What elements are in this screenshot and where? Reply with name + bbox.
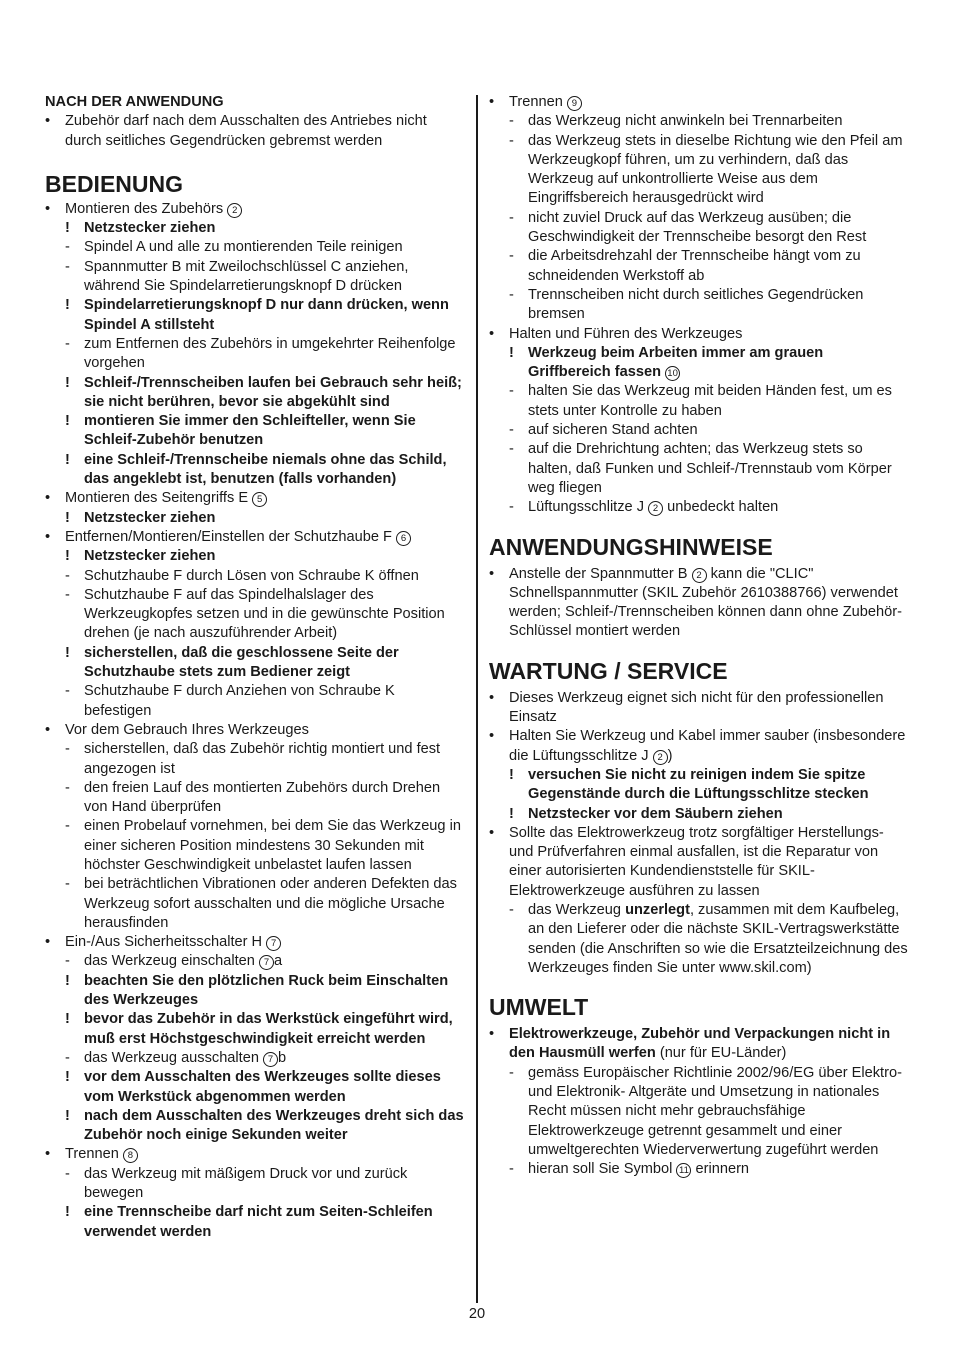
bullet-marker: • [489,728,495,745]
dash-marker: - [509,248,514,265]
sub-list-item [489,901,909,978]
bullet-marker: • [489,689,495,706]
warning-marker: ! [65,1069,70,1086]
item-text-content: versuchen Sie nicht zu reinigen indem Sie spitze Gegenstände durch die Lüftungsschlitze stecken [528,766,869,803]
sub-list-item [489,209,909,248]
column-divider [476,95,478,1303]
list-item [45,933,465,952]
item-text [65,490,267,506]
dash-marker: - [509,209,514,226]
sub-list-item [45,779,465,818]
item-text-suffix: kann die "CLIC" Schnellspannmutter (SKIL Zubehör 2610388766) verwendet werden; Schleif-/Trennscheiben können dann ohne Zubehör-Schlüssel montiert werden [509,565,902,640]
item-text-content: auf die Drehrichtung achten; das Werkzeug stets so halten, daß Funken und Schleif-/Trennstaub vom Körper weg fliegen [528,441,892,496]
item-text-content: Schutzhaube F durch Lösen von Schraube K öffnen [84,567,419,584]
item-text [509,94,582,110]
sub-list-item [45,817,465,875]
warning-item [45,1068,465,1107]
warning-item [45,972,465,1011]
figure-reference-number: 2 [653,750,668,765]
item-text-content: Netzstecker ziehen [84,220,216,237]
item-text-content: vor dem Ausschalten des Werkzeuges sollte dieses vom Werkstück abgenommen werden [84,1069,441,1105]
dash-marker: - [509,286,514,303]
item-text-content: die Arbeitsdrehzahl der Trennscheibe hängt vom zu schneidenden Werkstoff ab [528,248,861,284]
sub-list-item [45,952,465,971]
item-text-content: Spindel A und alle zu montierenden Teile reinigen [84,239,403,256]
sub-list-item [45,567,465,586]
item-text [84,587,445,642]
item-text-content: Schutzhaube F auf das Spindelhalslager des Werkzeugkopfes setzen und in die gewünschte Position drehen (je nach auszuführender Arbeit) [84,586,445,642]
item-text-content: beachten Sie den plötzlichen Ruck beim Einschalten des Werkzeuges [84,972,449,1009]
figure-reference-number: 11 [676,1163,691,1178]
figure-reference-number: 5 [252,492,267,507]
list-item [45,528,465,547]
sub-list-item [45,1049,465,1068]
item-text-content: eine Trennscheibe darf nicht zum Seiten-Schleifen verwendet werden [84,1204,433,1240]
item-text [509,326,742,342]
dash-marker: - [509,1064,514,1081]
list-item [489,93,909,112]
list-item [45,200,465,219]
sub-list-item [489,112,909,131]
dash-marker: - [509,132,514,149]
sub-list-item [489,1160,909,1179]
item-text [84,780,440,815]
warning-item [45,296,465,335]
dash-marker: - [65,239,70,256]
item-text [528,1065,902,1158]
sub-list-item [489,440,909,498]
sub-list-item [489,498,909,517]
item-text-content: den freien Lauf des montierten Zubehörs durch Drehen von Hand überprüfen [84,779,441,816]
item-text [528,133,903,207]
item-text [528,248,861,283]
warning-item [45,509,465,528]
item-text-content: Netzstecker ziehen [84,548,216,565]
item-text-content: Entfernen/Montieren/Einstellen der Schutzhaube F [65,528,392,545]
dash-marker: - [509,422,514,439]
item-text [509,566,902,640]
list-item [489,565,909,642]
item-text-suffix: b [278,1049,287,1066]
item-text [84,645,399,680]
item-text-content: Sollte das Elektrowerkzeug trotz sorgfältiger Herstellungs- und Prüfverfahren einmal ausfallen, ist die Reparatur von einer autorisierten Kundendienststelle für SKIL-Elektrowerkzeuge ausführen zu lassen [509,824,884,899]
dash-marker: - [65,953,70,970]
warning-marker: ! [509,344,514,361]
item-text [65,529,411,545]
item-text [84,1050,286,1066]
warning-item [45,547,465,566]
item-text [65,201,242,217]
item-text-content: Halten und Führen des Werkzeuges [509,325,743,342]
item-text [84,973,448,1008]
item-text [84,741,440,776]
item-text-content: eine Schleif-/Trennscheibe niemals ohne das Schild, das angeklebt ist, benutzen (falls vorhanden) [84,451,447,488]
warning-item [489,805,909,824]
item-text-content: zum Entfernen des Zubehörs in umgekehrter Reihenfolge vorgehen [84,335,456,372]
item-text-content: das Werkzeug stets in dieselbe Richtung wie den Pfeil am Werkzeugkopf führen, um zu verhindern, daß das Werkzeug auf unkontrollierte Weise aus dem Eingriffsbereich herausgedrückt wird [528,132,903,207]
dash-marker: - [509,1161,514,1178]
item-text [84,548,215,564]
bedienung-list [45,200,465,1242]
item-text-content: Trennscheiben nicht durch seitliches Gegendrücken bremsen [528,286,864,323]
dash-marker: - [65,335,70,352]
item-text [528,422,698,438]
warning-item [489,766,909,805]
wartung-list [489,689,909,978]
figure-reference-number: 2 [227,203,242,218]
item-text [528,499,778,515]
item-text [528,441,892,496]
figure-reference-number: 7 [266,936,281,951]
figure-reference-number: 6 [396,531,411,546]
list-item [489,325,909,344]
item-text [84,818,461,873]
item-text-content: Dieses Werkzeug eignet sich nicht für den professionellen Einsatz [509,689,884,726]
item-text [528,1161,749,1177]
warning-item [489,344,909,383]
umwelt-heading: UMWELT [489,994,589,1021]
figure-reference-number: 7 [259,955,274,970]
item-text-content: Anstelle der Spannmutter B [509,565,688,582]
item-text [509,1026,890,1061]
item-text-content: sicherstellen, daß die geschlossene Seite der Schutzhaube stets zum Bediener zeigt [84,644,399,681]
item-text-content: nicht zuviel Druck auf das Werkzeug ausüben; die Geschwindigkeit der Trennscheibe besorgt den Rest [528,209,867,246]
list-item [489,1025,909,1064]
item-text-content: das Werkzeug nicht anwinkeln bei Trennarbeiten [528,113,843,130]
dash-marker: - [65,683,70,700]
item-text [528,113,843,129]
item-text-content: Trennen [65,1146,119,1163]
dash-marker: - [65,258,70,275]
list-item [45,489,465,508]
item-text [84,375,462,410]
dash-marker: - [65,741,70,758]
bullet-marker: • [489,824,495,841]
bullet-marker: • [45,934,51,951]
item-text-content: bevor das Zubehör in das Werkstück eingeführt wird, muß erst Höchstgeschwindigkeit erreicht werden [84,1011,453,1047]
item-text-suffix: unbedeckt halten [663,499,779,516]
dash-marker: - [65,567,70,584]
item-text-content: auf sicheren Stand achten [528,422,698,439]
item-text-content: Schleif-/Trennscheiben laufen bei Gebrauch sehr heiß; sie nicht berühren, bevor sie abgekühlt sind [84,374,462,410]
item-text-content: bei beträchtlichen Vibrationen oder anderen Defekten das Werkzeug sofort ausschalten und die mögliche Ursache herausfinden [84,876,457,931]
item-text [528,287,863,322]
item-text [65,1146,138,1162]
item-text-content: montieren Sie immer den Schleifteller, wenn Sie Schleif-Zubehör benutzen [84,413,416,449]
item-text-content: Halten Sie Werkzeug und Kabel immer sauber (insbesondere die Lüftungsschlitze J [509,728,906,764]
dash-marker: - [65,818,70,835]
warning-marker: ! [509,805,514,822]
item-text-content: Spindelarretierungsknopf D nur dann drücken, wenn Spindel A stillsteht [84,297,449,333]
item-text [84,876,457,931]
item-text [528,210,866,245]
sub-list-item [489,132,909,209]
warning-marker: ! [65,972,70,989]
dash-marker: - [65,876,70,893]
list-item [45,1145,465,1164]
list-item [489,727,909,766]
bullet-marker: • [489,565,495,582]
warning-item [45,451,465,490]
sub-list-item [489,286,909,325]
item-text [84,1166,407,1201]
item-text-content: nach dem Ausschalten des Werkzeuges dreht sich das Zubehör noch einige Sekunden weiter [84,1107,464,1144]
warning-item [45,374,465,413]
item-text-content: Trennen [509,94,563,110]
item-text-content: sicherstellen, daß das Zubehör richtig montiert und fest angezogen ist [84,741,441,777]
item-text [528,806,783,822]
wartung-service-heading: WARTUNG / SERVICE [489,657,728,684]
item-text-content: Werkzeug beim Arbeiten immer am grauen Griffbereich fassen [528,344,824,381]
sub-list-item [45,258,465,297]
item-text-bold: Elektrowerkzeuge, Zubehör und Verpackungen nicht in den Hausmüll werfen [509,1026,891,1062]
warning-item [45,219,465,238]
warning-marker: ! [65,644,70,661]
warning-marker: ! [65,220,70,237]
item-text-suffix: a [273,953,283,970]
figure-reference-number: 2 [692,568,707,583]
item-text [84,1069,441,1104]
dash-marker: - [65,1049,70,1066]
item-text-content: Vor dem Gebrauch Ihres Werkzeuges [65,721,309,738]
item-text-content: Netzstecker ziehen [84,509,216,526]
bullet-marker: • [45,1146,51,1163]
item-text [528,383,892,418]
warning-marker: ! [65,451,70,468]
list-item [489,689,909,728]
dash-marker: - [65,779,70,796]
item-text-content: Netzstecker vor dem Säubern ziehen [528,805,783,822]
trennen-list [489,93,909,518]
bullet-marker: • [489,94,495,110]
list-item [45,112,465,151]
item-text [509,728,905,763]
sub-list-item [489,421,909,440]
item-text [84,568,419,584]
bullet-marker: • [489,325,495,342]
anwendungshinweise-list [489,565,909,642]
left-column [45,93,465,1242]
warning-item [45,1203,465,1242]
item-text-content: das Werkzeug einschalten [84,953,255,970]
bullet-marker: • [45,490,51,507]
warning-marker: ! [65,548,70,565]
item-text [84,259,408,294]
item-text-content: gemäss Europäischer Richtlinie 2002/96/EG über Elektro- und Elektronik- Altgeräte und Umsetzung in nationales Recht müssen nicht mehr gebrauchsfähige Elektrowerkzeuge getrennt gesammelt und einer umweltgerechten Wiederverwertung zugeführt werden [528,1064,902,1158]
bullet-marker: • [45,721,51,738]
bullet-marker: • [489,1026,495,1043]
sub-list-item [45,335,465,374]
page-number: 20 [468,1306,486,1322]
item-text-content: Lüftungsschlitze J [528,499,645,516]
warning-marker: ! [65,297,70,314]
item-text [84,510,215,526]
dash-marker: - [65,1165,70,1182]
item-text [84,683,395,718]
warning-marker: ! [509,766,514,783]
item-text [84,220,215,236]
dash-marker: - [509,499,514,516]
item-text [84,413,416,448]
figure-reference-number: 9 [567,96,582,111]
warning-marker: ! [65,509,70,526]
umwelt-list [489,1025,909,1179]
item-text-content: das Werkzeug ausschalten [84,1049,259,1066]
warning-item [45,644,465,683]
item-text [84,336,456,371]
warning-item [45,412,465,451]
item-text [84,452,447,487]
sub-list-item [489,1064,909,1160]
item-text [65,934,281,950]
anwendungshinweise-heading: ANWENDUNGSHINWEISE [489,533,773,560]
warning-marker: ! [65,1204,70,1221]
item-text [528,345,823,380]
right-column [489,93,909,1180]
item-text [84,953,282,969]
figure-reference-number: 2 [648,501,663,516]
item-text-content: das Werkzeug [528,901,626,918]
bullet-marker: • [45,200,51,217]
warning-item [45,1107,465,1146]
sub-list-item [45,238,465,257]
bullet-marker: • [45,113,51,130]
warning-marker: ! [65,374,70,391]
item-text [84,1108,464,1143]
item-text-content: Montieren des Zubehörs [65,200,224,217]
item-text [65,722,309,738]
figure-reference-number: 7 [263,1052,278,1067]
warning-marker: ! [65,1011,70,1028]
item-text [84,297,449,332]
figure-reference-number: 8 [123,1148,138,1163]
item-text-bold: unzerlegt [625,901,690,918]
item-text [84,239,403,255]
item-text-suffix: (nur für EU-Länder) [655,1045,787,1062]
sub-list-item [45,1165,465,1204]
bullet-marker: • [45,528,51,545]
item-text [528,767,869,802]
bedienung-heading: BEDIENUNG [45,170,184,197]
dash-marker: - [509,901,514,918]
figure-reference-number: 10 [665,366,680,381]
item-text-content: Ein-/Aus Sicherheitsschalter H [65,934,263,951]
item-text-suffix: erinnern [691,1161,750,1178]
item-text-content: Montieren des Seitengriffs E [65,490,249,507]
sub-list-item [45,682,465,721]
item-text-content: halten Sie das Werkzeug mit beiden Händen fest, um es stets unter Kontrolle zu haben [528,383,892,419]
warning-marker: ! [65,413,70,430]
item-text [528,902,908,976]
item-text-content: hieran soll Sie Symbol [528,1161,673,1178]
sub-list-item [45,740,465,779]
warning-item [45,1010,465,1049]
item-text-content: Schutzhaube F durch Anziehen von Schraube K befestigen [84,683,395,719]
list-item [489,824,909,901]
dash-marker: - [509,441,514,458]
sub-list-item [45,586,465,644]
list-item [45,721,465,740]
dash-marker: - [509,383,514,400]
item-text [509,690,884,725]
item-text-content: einen Probelauf vornehmen, bei dem Sie das Werkzeug in einer sicheren Position mindestens 30 Sekunden mit höchster Geschwindigkeit unbelastet laufen lassen [84,818,461,873]
item-text-content: das Werkzeug mit mäßigem Druck vor und zurück bewegen [84,1165,408,1202]
warning-marker: ! [65,1107,70,1124]
sub-list-item [489,382,909,421]
dash-marker: - [509,113,514,130]
item-text-suffix: ) [667,747,673,764]
item-text-suffix: , zusammen mit dem Kaufbeleg, an den Lieferer oder die nächste SKIL-Vertragswerkstätte senden (die Anschriften so wie die Ersatzteilzeichnung des Werkzeuges finden Sie unter www.skil.com) [528,901,908,976]
nach-der-anwendung-heading: NACH DER ANWENDUNG [45,94,224,110]
sub-list-item [489,247,909,286]
list-item-text: Zubehör darf nach dem Ausschalten des Antriebes nicht durch seitliches Gegendrücken gebremst werden [65,113,427,149]
sub-list-item [45,875,465,933]
dash-marker: - [65,586,70,603]
item-text [509,825,884,899]
item-text [84,1011,453,1046]
item-text [84,1204,433,1239]
item-text-content: Spannmutter B mit Zweilochschlüssel C anziehen, während Sie Spindelarretierungsknopf D drücken [84,258,409,295]
